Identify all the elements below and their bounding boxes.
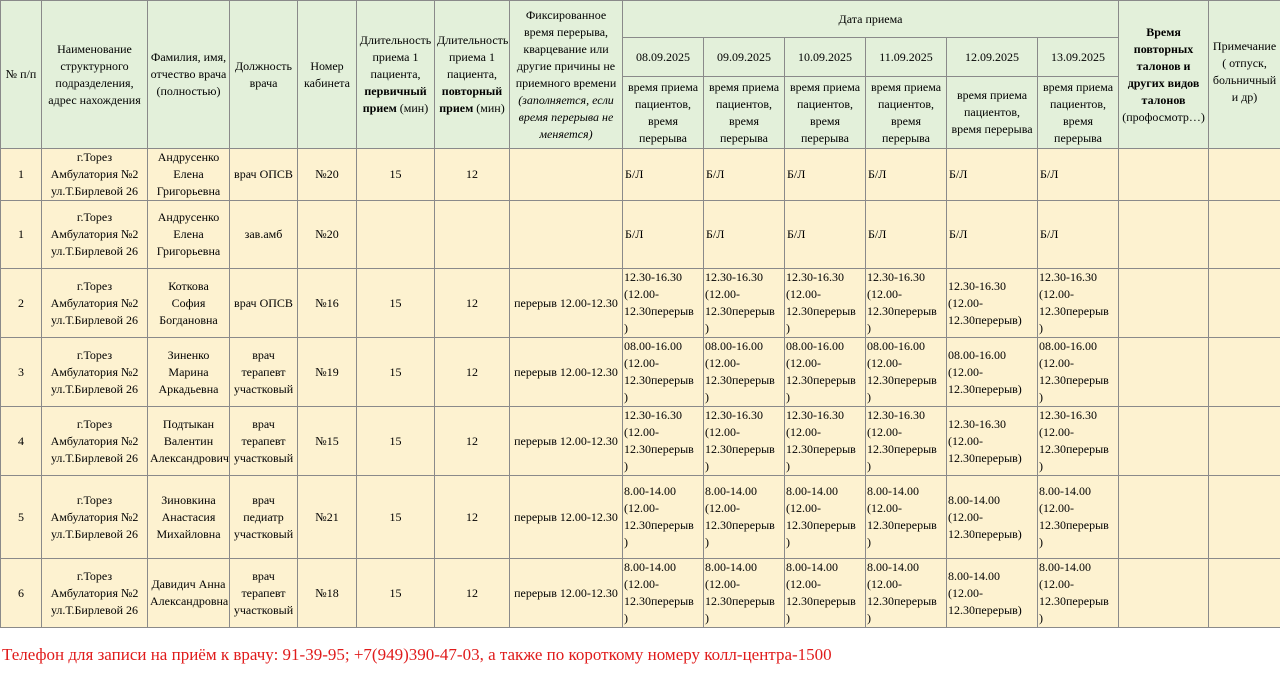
row-num: 1 <box>1 201 42 269</box>
row-break: перерыв 12.00-12.30 <box>510 407 623 476</box>
row-position: врач ОПСВ <box>230 149 298 201</box>
table-row <box>1 338 1280 407</box>
row-break: перерыв 12.00-12.30 <box>510 338 623 407</box>
date-header: 08.09.2025 <box>623 38 704 77</box>
day-cell: Б/Л <box>623 149 704 201</box>
day-cell: 8.00-14.00 (12.00- 12.30перерыв ) <box>1038 476 1119 559</box>
day-cell: 8.00-14.00 (12.00- 12.30перерыв) <box>947 476 1038 559</box>
date-subheader: время приема пациентов, время перерыва <box>704 77 785 149</box>
day-cell: 12.30-16.30 (12.00- 12.30перерыв ) <box>785 407 866 476</box>
day-cell: 8.00-14.00 (12.00- 12.30перерыв ) <box>623 559 704 628</box>
row-break <box>510 149 623 201</box>
header-room: Номер кабинета <box>298 1 357 149</box>
date-subheader: время приема пациентов, время перерыва <box>947 77 1038 149</box>
row-unit: г.Торез Амбулатория №2 ул.Т.Бирлевой 26 <box>42 476 148 559</box>
row-num: 1 <box>1 149 42 201</box>
day-cell: 12.30-16.30 (12.00- 12.30перерыв ) <box>866 269 947 338</box>
row-num: 2 <box>1 269 42 338</box>
row-room: №20 <box>298 149 357 201</box>
table-row <box>1 407 1280 476</box>
row-position: врач терапевт участковый <box>230 559 298 628</box>
date-subheader: время приема пациентов, время перерыва <box>785 77 866 149</box>
row-unit: г.Торез Амбулатория №2 ул.Т.Бирлевой 26 <box>42 338 148 407</box>
table-row <box>1 149 1280 201</box>
row-repeat-duration: 12 <box>435 149 510 201</box>
row-doctor-name: Давидич Анна Александровна <box>148 559 230 628</box>
row-talons <box>1119 338 1209 407</box>
day-cell: Б/Л <box>947 201 1038 269</box>
day-cell: 12.30-16.30 (12.00- 12.30перерыв ) <box>1038 407 1119 476</box>
table-row <box>1 269 1280 338</box>
row-break <box>510 201 623 269</box>
row-doctor-name: Зиненко Марина Аркадьевна <box>148 338 230 407</box>
row-primary-duration: 15 <box>357 476 435 559</box>
row-primary-duration: 15 <box>357 338 435 407</box>
row-repeat-duration: 12 <box>435 269 510 338</box>
day-cell: 12.30-16.30 (12.00- 12.30перерыв ) <box>1038 269 1119 338</box>
date-header: 09.09.2025 <box>704 38 785 77</box>
day-cell: 8.00-14.00 (12.00- 12.30перерыв ) <box>785 559 866 628</box>
row-talons <box>1119 149 1209 201</box>
day-cell: Б/Л <box>704 201 785 269</box>
row-unit: г.Торез Амбулатория №2 ул.Т.Бирлевой 26 <box>42 269 148 338</box>
day-cell: 8.00-14.00 (12.00- 12.30перерыв ) <box>1038 559 1119 628</box>
day-cell: Б/Л <box>1038 201 1119 269</box>
table-row <box>1 476 1280 559</box>
row-repeat-duration: 12 <box>435 476 510 559</box>
row-position: врач ОПСВ <box>230 269 298 338</box>
day-cell: 08.00-16.00 (12.00- 12.30перерыв ) <box>704 338 785 407</box>
date-subheader: время приема пациентов, время перерыва <box>1038 77 1119 149</box>
day-cell: 08.00-16.00 (12.00- 12.30перерыв ) <box>785 338 866 407</box>
row-position: врач терапевт участковый <box>230 407 298 476</box>
header-unit: Наименование структурного подразделения, адрес нахождения <box>42 1 148 149</box>
day-cell: 8.00-14.00 (12.00- 12.30перерыв ) <box>866 559 947 628</box>
header-note: Примечание ( отпуск, больничный и др) <box>1209 1 1280 149</box>
header-dates-group: Дата приема <box>623 1 1119 38</box>
day-cell: 12.30-16.30 (12.00- 12.30перерыв ) <box>704 269 785 338</box>
row-position: врач педиатр участковый <box>230 476 298 559</box>
header-num: № п/п <box>1 1 42 149</box>
row-unit: г.Торез Амбулатория №2 ул.Т.Бирлевой 26 <box>42 201 148 269</box>
day-cell: 8.00-14.00 (12.00- 12.30перерыв ) <box>785 476 866 559</box>
date-header: 13.09.2025 <box>1038 38 1119 77</box>
table-row <box>1 201 1280 269</box>
row-primary-duration: 15 <box>357 559 435 628</box>
row-break: перерыв 12.00-12.30 <box>510 476 623 559</box>
header-primary: Длительность приема 1 пациента, первичный прием (мин) <box>357 1 435 149</box>
header-repeat: Длительность приема 1 пациента, повторный прием (мин) <box>435 1 510 149</box>
day-cell: Б/Л <box>947 149 1038 201</box>
row-room: №20 <box>298 201 357 269</box>
day-cell: Б/Л <box>866 201 947 269</box>
row-note <box>1209 407 1280 476</box>
row-room: №16 <box>298 269 357 338</box>
header-talons: Время повторных талонов и других видов талонов (профосмотр…) <box>1119 1 1209 149</box>
row-num: 6 <box>1 559 42 628</box>
row-talons <box>1119 559 1209 628</box>
row-note <box>1209 476 1280 559</box>
row-room: №21 <box>298 476 357 559</box>
row-note <box>1209 559 1280 628</box>
row-repeat-duration: 12 <box>435 559 510 628</box>
day-cell: 8.00-14.00 (12.00- 12.30перерыв ) <box>866 476 947 559</box>
row-unit: г.Торез Амбулатория №2 ул.Т.Бирлевой 26 <box>42 149 148 201</box>
day-cell: Б/Л <box>785 201 866 269</box>
day-cell: 08.00-16.00 (12.00- 12.30перерыв ) <box>623 338 704 407</box>
day-cell: 08.00-16.00 (12.00- 12.30перерыв) <box>947 338 1038 407</box>
row-num: 5 <box>1 476 42 559</box>
row-doctor-name: Андрусенко Елена Григорьевна <box>148 149 230 201</box>
row-doctor-name: Подтыкан Валентин Александрович <box>148 407 230 476</box>
day-cell: 12.30-16.30 (12.00- 12.30перерыв ) <box>785 269 866 338</box>
row-primary-duration: 15 <box>357 269 435 338</box>
row-note <box>1209 201 1280 269</box>
row-num: 4 <box>1 407 42 476</box>
row-talons <box>1119 269 1209 338</box>
row-doctor-name: Зиновкина Анастасия Михайловна <box>148 476 230 559</box>
day-cell: 12.30-16.30 (12.00- 12.30перерыв) <box>947 407 1038 476</box>
date-header: 10.09.2025 <box>785 38 866 77</box>
row-break: перерыв 12.00-12.30 <box>510 559 623 628</box>
day-cell: Б/Л <box>1038 149 1119 201</box>
header-break: Фиксированное время перерыва, кварцевание или другие причины не приемного времени (заполняется, если время перерыва не меняется) <box>510 1 623 149</box>
day-cell: Б/Л <box>623 201 704 269</box>
row-room: №19 <box>298 338 357 407</box>
day-cell: 12.30-16.30 (12.00- 12.30перерыв) <box>947 269 1038 338</box>
day-cell: 12.30-16.30 (12.00- 12.30перерыв ) <box>623 269 704 338</box>
header-name: Фамилия, имя, отчество врача (полностью) <box>148 1 230 149</box>
day-cell: 12.30-16.30 (12.00- 12.30перерыв ) <box>866 407 947 476</box>
day-cell: Б/Л <box>704 149 785 201</box>
day-cell: 12.30-16.30 (12.00- 12.30перерыв ) <box>704 407 785 476</box>
row-position: врач терапевт участковый <box>230 338 298 407</box>
day-cell: 12.30-16.30 (12.00- 12.30перерыв ) <box>623 407 704 476</box>
row-note <box>1209 149 1280 201</box>
day-cell: 8.00-14.00 (12.00- 12.30перерыв ) <box>623 476 704 559</box>
row-note <box>1209 338 1280 407</box>
row-primary-duration: 15 <box>357 149 435 201</box>
day-cell: 8.00-14.00 (12.00- 12.30перерыв ) <box>704 476 785 559</box>
phone-notice: Телефон для записи на приём к врачу: 91-39-95; +7(949)390-47-03, а также по короткому номеру колл-центра-1500 <box>2 645 832 664</box>
row-repeat-duration: 12 <box>435 338 510 407</box>
date-header: 11.09.2025 <box>866 38 947 77</box>
row-break: перерыв 12.00-12.30 <box>510 269 623 338</box>
row-num: 3 <box>1 338 42 407</box>
row-room: №18 <box>298 559 357 628</box>
row-repeat-duration: 12 <box>435 407 510 476</box>
row-primary-duration: 15 <box>357 407 435 476</box>
day-cell: Б/Л <box>866 149 947 201</box>
row-room: №15 <box>298 407 357 476</box>
date-header: 12.09.2025 <box>947 38 1038 77</box>
day-cell: 08.00-16.00 (12.00- 12.30перерыв ) <box>1038 338 1119 407</box>
day-cell: 8.00-14.00 (12.00- 12.30перерыв ) <box>704 559 785 628</box>
header-position: Должность врача <box>230 1 298 149</box>
date-subheader: время приема пациентов, время перерыва <box>623 77 704 149</box>
row-doctor-name: Андрусенко Елена Григорьевна <box>148 201 230 269</box>
day-cell: 08.00-16.00 (12.00- 12.30перерыв ) <box>866 338 947 407</box>
row-position: зав.амб <box>230 201 298 269</box>
row-talons <box>1119 201 1209 269</box>
row-unit: г.Торез Амбулатория №2 ул.Т.Бирлевой 26 <box>42 407 148 476</box>
row-primary-duration <box>357 201 435 269</box>
day-cell: 8.00-14.00 (12.00- 12.30перерыв) <box>947 559 1038 628</box>
row-unit: г.Торез Амбулатория №2 ул.Т.Бирлевой 26 <box>42 559 148 628</box>
row-talons <box>1119 476 1209 559</box>
table-row <box>1 559 1280 628</box>
row-note <box>1209 269 1280 338</box>
day-cell: Б/Л <box>785 149 866 201</box>
row-doctor-name: Коткова София Богдановна <box>148 269 230 338</box>
row-repeat-duration <box>435 201 510 269</box>
date-subheader: время приема пациентов, время перерыва <box>866 77 947 149</box>
row-talons <box>1119 407 1209 476</box>
